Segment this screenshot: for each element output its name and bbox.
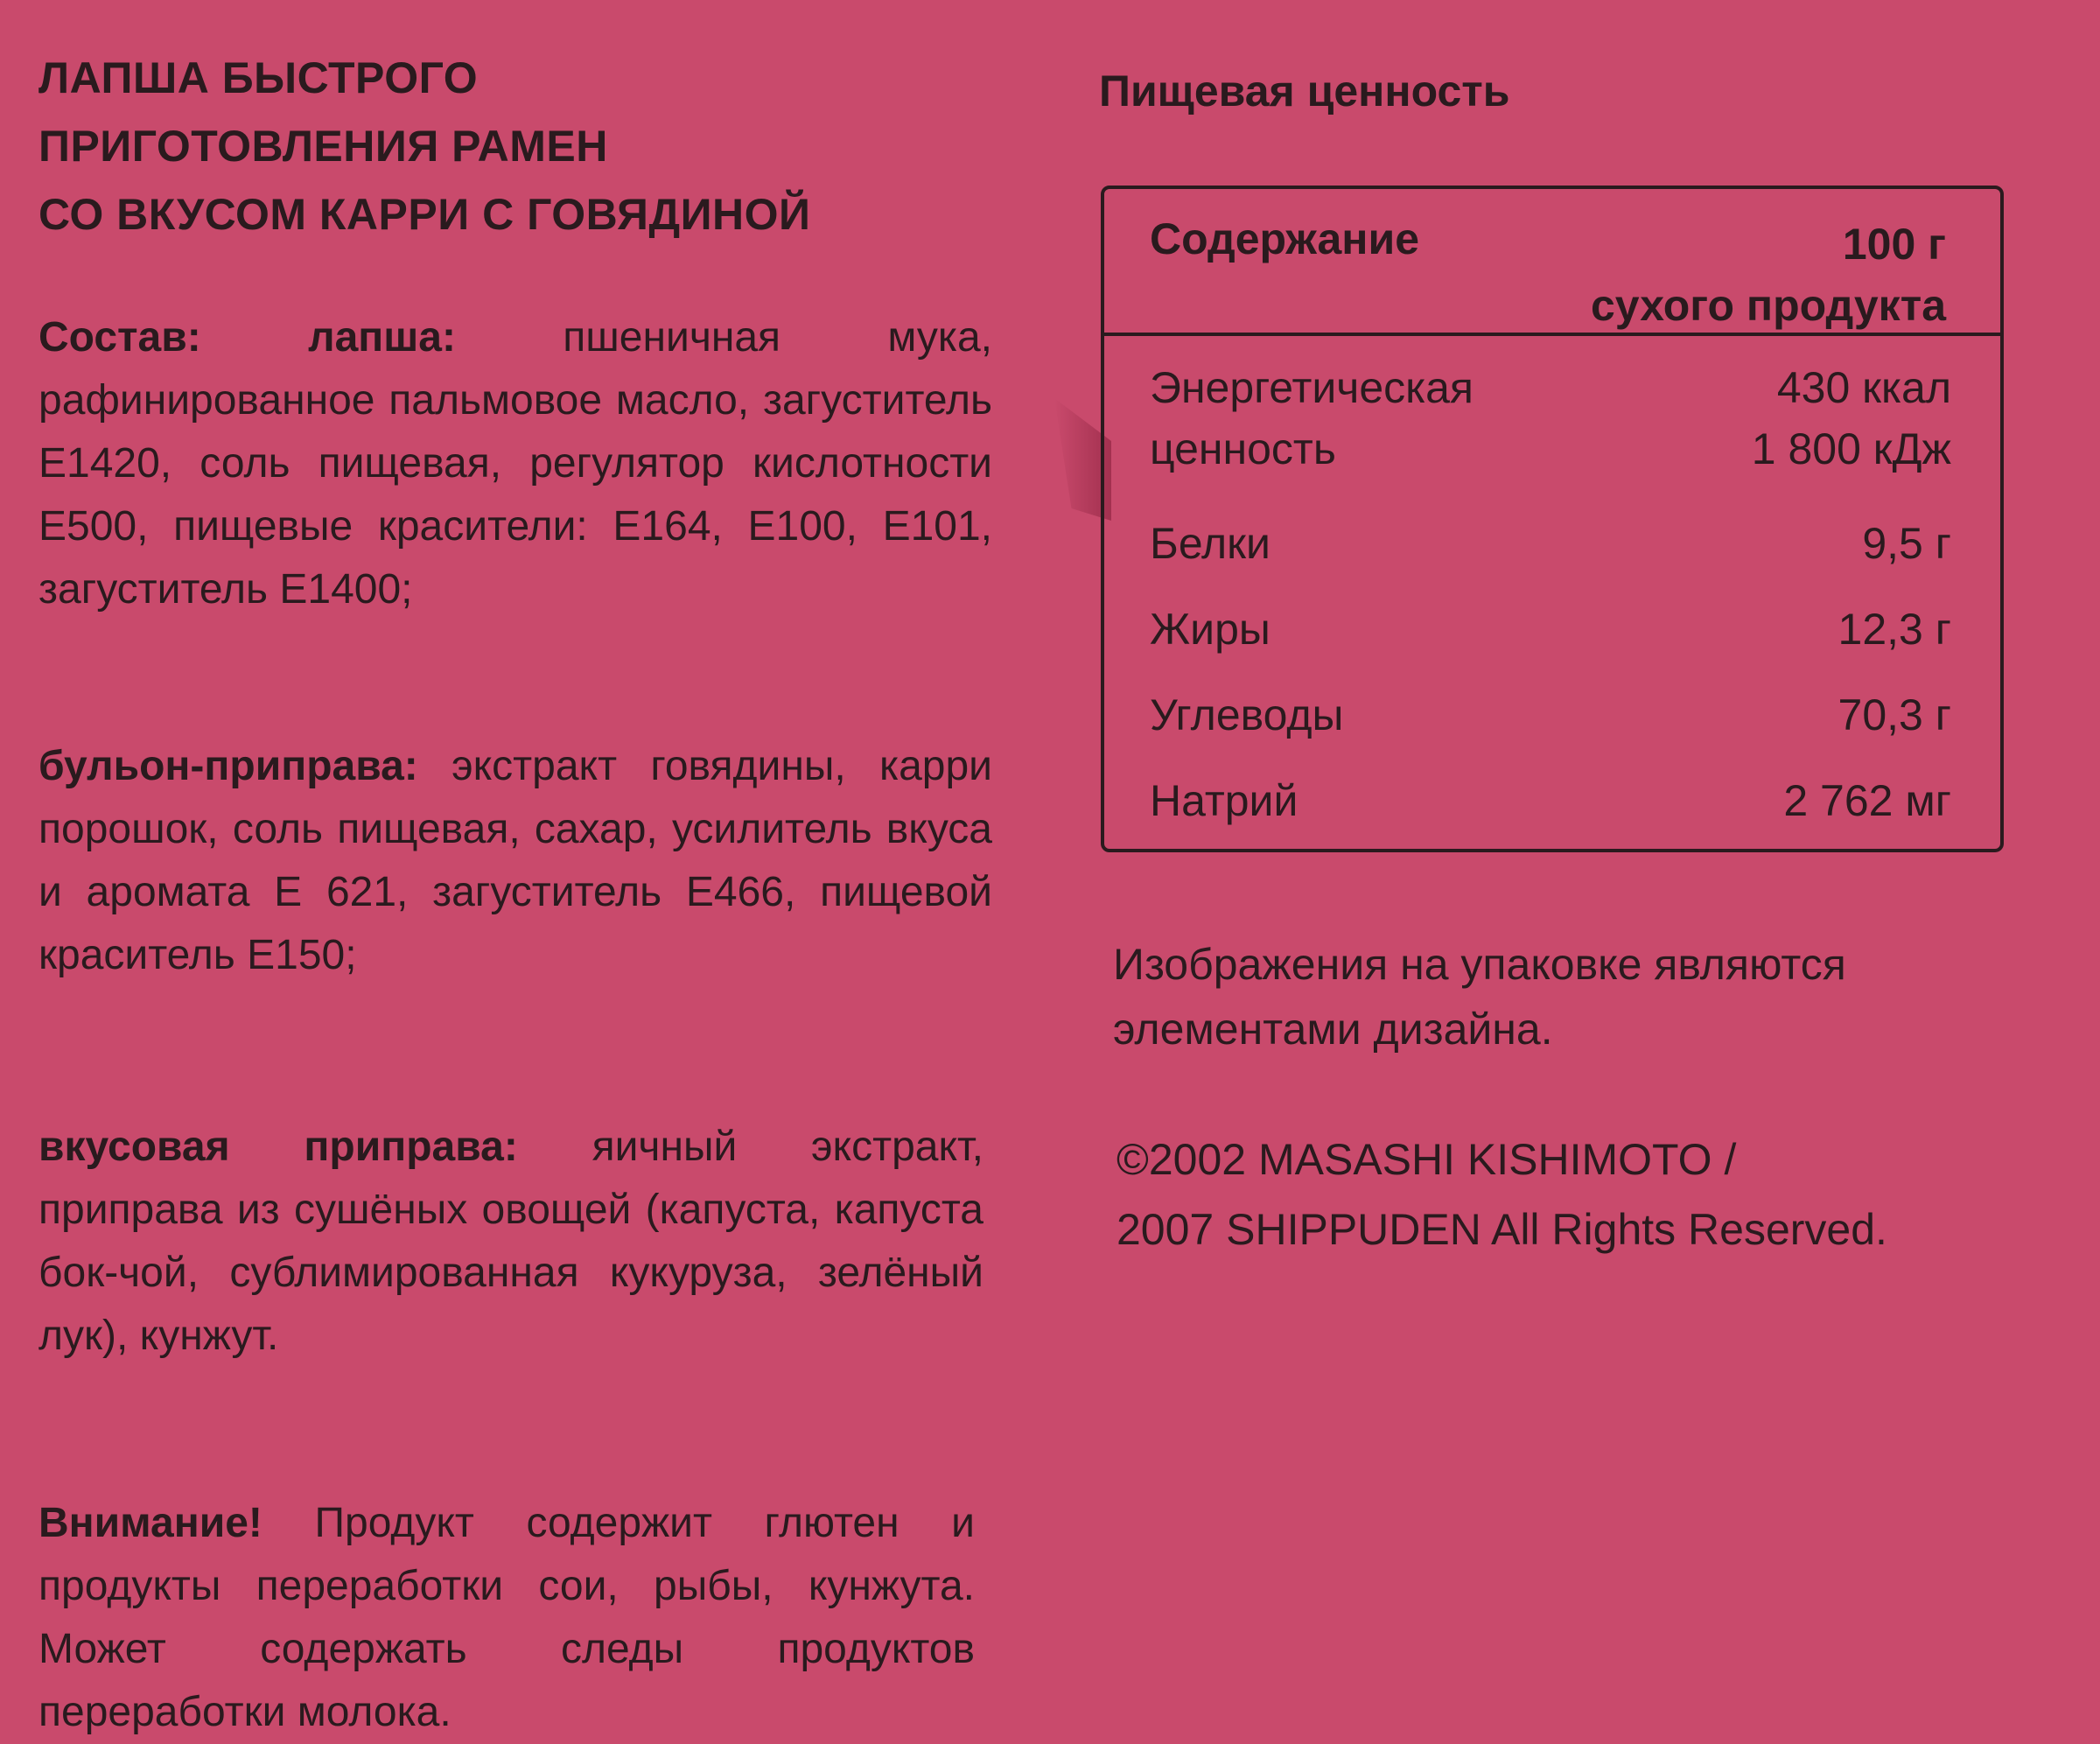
nutrition-row-name: Натрий <box>1150 776 1298 825</box>
nutrition-header-per-amount: 100 г <box>1842 220 1946 269</box>
nutrition-row-sodium <box>1150 770 1951 831</box>
left-column <box>38 44 992 1735</box>
nutrition-heading: Пищевая ценность <box>1099 67 1510 116</box>
nutrition-row-energy <box>1150 357 1951 480</box>
seasoning-section <box>38 1116 984 1368</box>
nutrition-header-label: Содержание <box>1150 214 1420 263</box>
nutrition-row-value-line: 430 ккал <box>1776 363 1951 412</box>
nutrition-header-per-basis: сухого продукта <box>1590 281 1946 330</box>
nutrition-header-per <box>1591 214 1946 336</box>
nutrition-row-value <box>1752 357 1951 480</box>
copyright-notice <box>1116 1124 2079 1264</box>
nutrition-table-header <box>1104 189 2000 336</box>
seasoning-label: вкусовая приправа: <box>38 1124 518 1170</box>
nutrition-row-name-line: ценность <box>1150 424 1336 473</box>
ingredients-section <box>38 306 992 621</box>
copyright-line: ©2002 MASASHI KISHIMOTO / <box>1116 1135 1737 1184</box>
nutrition-row-fat <box>1150 599 1951 660</box>
nutrition-row-protein <box>1150 513 1951 574</box>
broth-text: экстракт говядины, карри порошок, соль пищевая, сахар, усилитель вкуса и аромата Е 621, загуститель Е466, пищевой краситель Е150; <box>38 743 992 978</box>
nutrition-row-value: 2 762 мг <box>1783 776 1951 825</box>
nutrition-row-value: 12,3 г <box>1838 605 1951 654</box>
nutrition-row-value-line: 1 800 кДж <box>1751 424 1951 473</box>
title-line: ЛАПША БЫСТРОГО <box>38 53 479 102</box>
seasoning-text: яичный экстракт, приправа из сушёных овощей (капуста, капуста бок-чой, сублимированная кукуруза, зелёный лук), кунжут. <box>38 1124 984 1359</box>
design-disclaimer: Изображения на упаковке являются элементами дизайна. <box>1113 940 1846 1054</box>
ingredients-text: пшеничная мука, рафинированное пальмовое масло, загуститель Е1420, соль пищевая, регулятор кислотности Е500, пищевые красители: Е164, Е100, Е101, загуститель Е1400; <box>38 314 992 613</box>
nutrition-row-name <box>1150 357 1474 480</box>
nutrition-row-name: Белки <box>1150 519 1270 568</box>
product-title <box>38 44 992 249</box>
title-line: СО ВКУСОМ КАРРИ С ГОВЯДИНОЙ <box>38 190 811 239</box>
warning-text: Продукт содержит глютен и продукты переработки сои, рыбы, кунжута. Может содержать следы продуктов переработки молока. <box>38 1500 975 1735</box>
nutrition-row-name: Жиры <box>1150 605 1270 654</box>
broth-section <box>38 735 992 987</box>
nutrition-row-value: 9,5 г <box>1862 519 1951 568</box>
nutrition-table <box>1101 186 2004 852</box>
copyright-line: 2007 SHIPPUDEN All Rights Reserved. <box>1116 1205 1887 1254</box>
warning-section <box>38 1492 975 1744</box>
warning-label: Внимание! <box>38 1500 262 1546</box>
ingredients-label: Состав: лапша: <box>38 314 456 361</box>
nutrition-row-value: 70,3 г <box>1838 690 1951 739</box>
title-line: ПРИГОТОВЛЕНИЯ РАМЕН <box>38 122 608 171</box>
nutrition-row-carbs <box>1150 684 1951 746</box>
nutrition-row-name-line: Энергетическая <box>1150 363 1474 412</box>
nutrition-row-name: Углеводы <box>1150 690 1344 739</box>
broth-label: бульон-приправа: <box>38 743 418 789</box>
